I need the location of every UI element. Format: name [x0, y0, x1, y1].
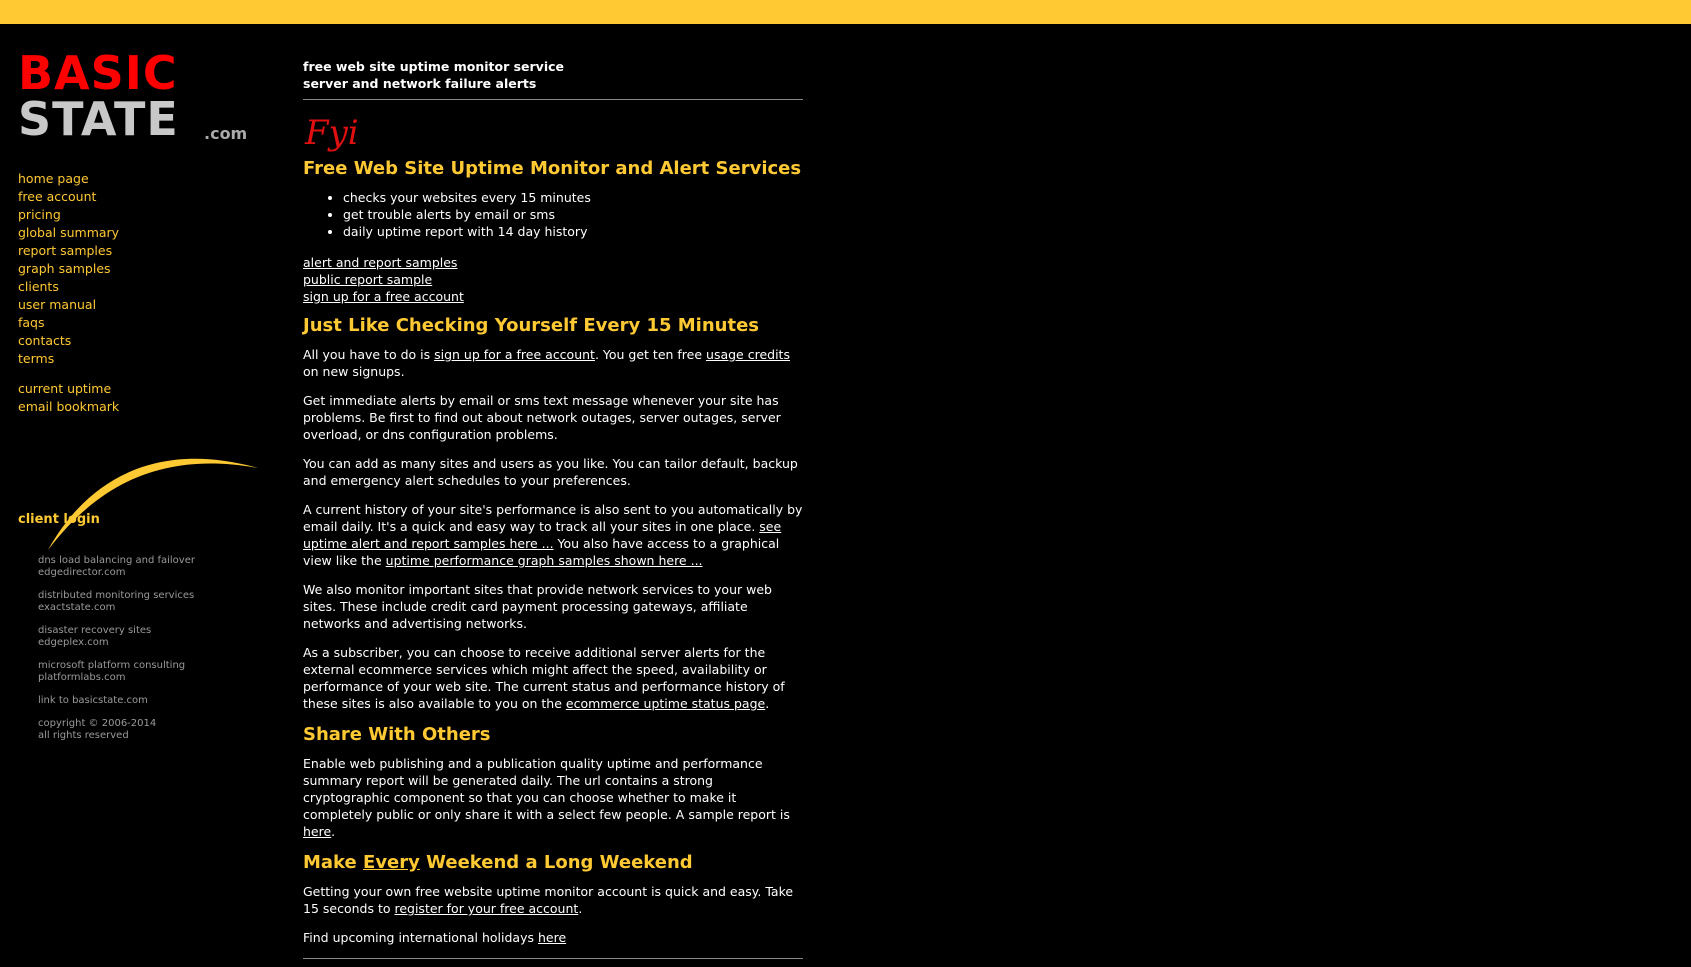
nav-free-account[interactable]: free account — [18, 189, 97, 204]
holidays-link[interactable]: here — [537, 930, 567, 945]
partner-item[interactable] — [38, 625, 258, 649]
nav-email-bookmark[interactable]: email bookmark — [18, 399, 120, 414]
swoosh-graphic — [28, 428, 268, 552]
partner-site: edgeplex.com — [38, 637, 109, 648]
every-link[interactable]: Every — [363, 852, 420, 873]
section-title-checking: Just Like Checking Yourself Every 15 Minutes — [303, 315, 760, 336]
main-nav — [18, 170, 119, 368]
public-report-sample-link[interactable]: public report sample — [303, 272, 433, 287]
nav-graph-samples[interactable]: graph samples — [18, 261, 111, 276]
divider-bottom — [303, 958, 803, 959]
quick-links — [303, 254, 803, 305]
nav-contacts[interactable]: contacts — [18, 333, 72, 348]
partner-desc: dns load balancing and failover — [38, 555, 195, 566]
signup-link[interactable]: sign up for a free account — [434, 347, 595, 362]
sample-report-link[interactable]: here — [303, 824, 332, 839]
alert-report-samples-link[interactable]: alert and report samples — [303, 255, 458, 270]
nav-user-manual[interactable]: user manual — [18, 297, 97, 312]
partner-desc: link to basicstate.com — [38, 695, 148, 706]
main-content — [303, 58, 803, 967]
logo-com-text: .com — [204, 124, 248, 143]
paragraph: Getting your own free website uptime monitor account is quick and easy. Take 15 seconds to register for your free account. — [303, 884, 794, 916]
partner-item[interactable] — [38, 555, 258, 579]
partner-site: platformlabs.com — [38, 672, 126, 683]
feature-item: • daily uptime report with 14 day history — [343, 223, 803, 240]
graph-samples-link[interactable]: uptime performance graph samples shown here ... — [385, 553, 703, 568]
ecommerce-status-link[interactable]: ecommerce uptime status page — [565, 696, 766, 711]
sidebar — [18, 46, 258, 741]
svg-text:Fyi: Fyi — [305, 113, 359, 153]
paragraph: A current history of your site's performance is also sent to you automatically by email daily. It's a quick and easy way to track all your sites in one place. see uptime alert and report samples here ... You also have access to a graphical view like the uptime performance graph samples shown here ... — [303, 502, 803, 568]
nav-global-summary[interactable]: global summary — [18, 225, 120, 240]
paragraph: Find upcoming international holidays here — [303, 930, 567, 945]
partner-desc: disaster recovery sites — [38, 625, 152, 636]
top-accent-bar — [0, 0, 1691, 24]
nav-terms[interactable]: terms — [18, 351, 55, 366]
logo-state-text: STATE — [18, 92, 179, 146]
feature-list — [303, 189, 803, 240]
partner-item[interactable] — [38, 695, 258, 707]
tagline-1: free web site uptime monitor service — [303, 59, 565, 74]
paragraph: Enable web publishing and a publication quality uptime and performance summary report will be generated daily. The url contains a strong cryptographic component so that you can choose whether to make it completely public or only share it with a select few people. A sample report is here. — [303, 756, 790, 839]
fyi-logo-icon — [303, 108, 363, 154]
rights-text: all rights reserved — [38, 730, 129, 741]
register-link[interactable]: register for your free account — [394, 901, 579, 916]
feature-item: • checks your websites every 15 minutes — [343, 189, 803, 206]
partner-item[interactable] — [38, 590, 258, 614]
copyright — [38, 718, 258, 742]
partner-desc: microsoft platform consulting — [38, 660, 186, 671]
section-title-free-monitor: Free Web Site Uptime Monitor and Alert Services — [303, 158, 802, 179]
paragraph: All you have to do is sign up for a free account. You get ten free usage credits on new signups. — [303, 347, 790, 379]
tagline-2: server and network failure alerts — [303, 76, 537, 91]
copyright-text: copyright © 2006-2014 — [38, 718, 157, 729]
site-logo[interactable] — [18, 46, 258, 150]
nav-home-page[interactable]: home page — [18, 171, 89, 186]
client-login-link[interactable]: client login — [18, 512, 100, 527]
paragraph: As a subscriber, you can choose to receive additional server alerts for the external ecommerce services which might affect the speed, availability or performance of your web site. The current status and performance history of these sites is also available to you on the ecommerce uptime status page. — [303, 645, 785, 711]
nav-pricing[interactable]: pricing — [18, 207, 61, 222]
section-title-share: Share With Others — [303, 724, 491, 745]
section-title-weekend: Make Every Weekend a Long Weekend — [303, 852, 693, 873]
nav-faqs[interactable]: faqs — [18, 315, 45, 330]
paragraph: We also monitor important sites that provide network services to your web sites. These include credit card payment processing gateways, affiliate networks and advertising networks. — [303, 582, 772, 631]
signup-free-account-link[interactable]: sign up for a free account — [303, 289, 464, 304]
alert-samples-link[interactable]: see uptime alert and report samples here ... — [303, 519, 782, 551]
nav-report-samples[interactable]: report samples — [18, 243, 113, 258]
nav-current-uptime[interactable]: current uptime — [18, 381, 112, 396]
divider-top — [303, 99, 803, 100]
partner-item[interactable] — [38, 660, 258, 684]
partner-site: exactstate.com — [38, 602, 116, 613]
paragraph: You can add as many sites and users as you like. You can tailor default, backup and emergency alert schedules to your preferences. — [303, 456, 798, 488]
secondary-nav — [18, 380, 119, 416]
partner-site: edgedirector.com — [38, 567, 126, 578]
usage-credits-link[interactable]: usage credits — [706, 347, 790, 362]
logo-basic-text: BASIC — [18, 46, 178, 100]
paragraph: Get immediate alerts by email or sms text message whenever your site has problems. Be first to find out about network outages, server outages, server overload, or dns configuration problems. — [303, 393, 781, 442]
feature-item: • get trouble alerts by email or sms — [343, 206, 803, 223]
partner-desc: distributed monitoring services — [38, 590, 195, 601]
partner-links — [38, 555, 258, 753]
nav-clients[interactable]: clients — [18, 279, 59, 294]
